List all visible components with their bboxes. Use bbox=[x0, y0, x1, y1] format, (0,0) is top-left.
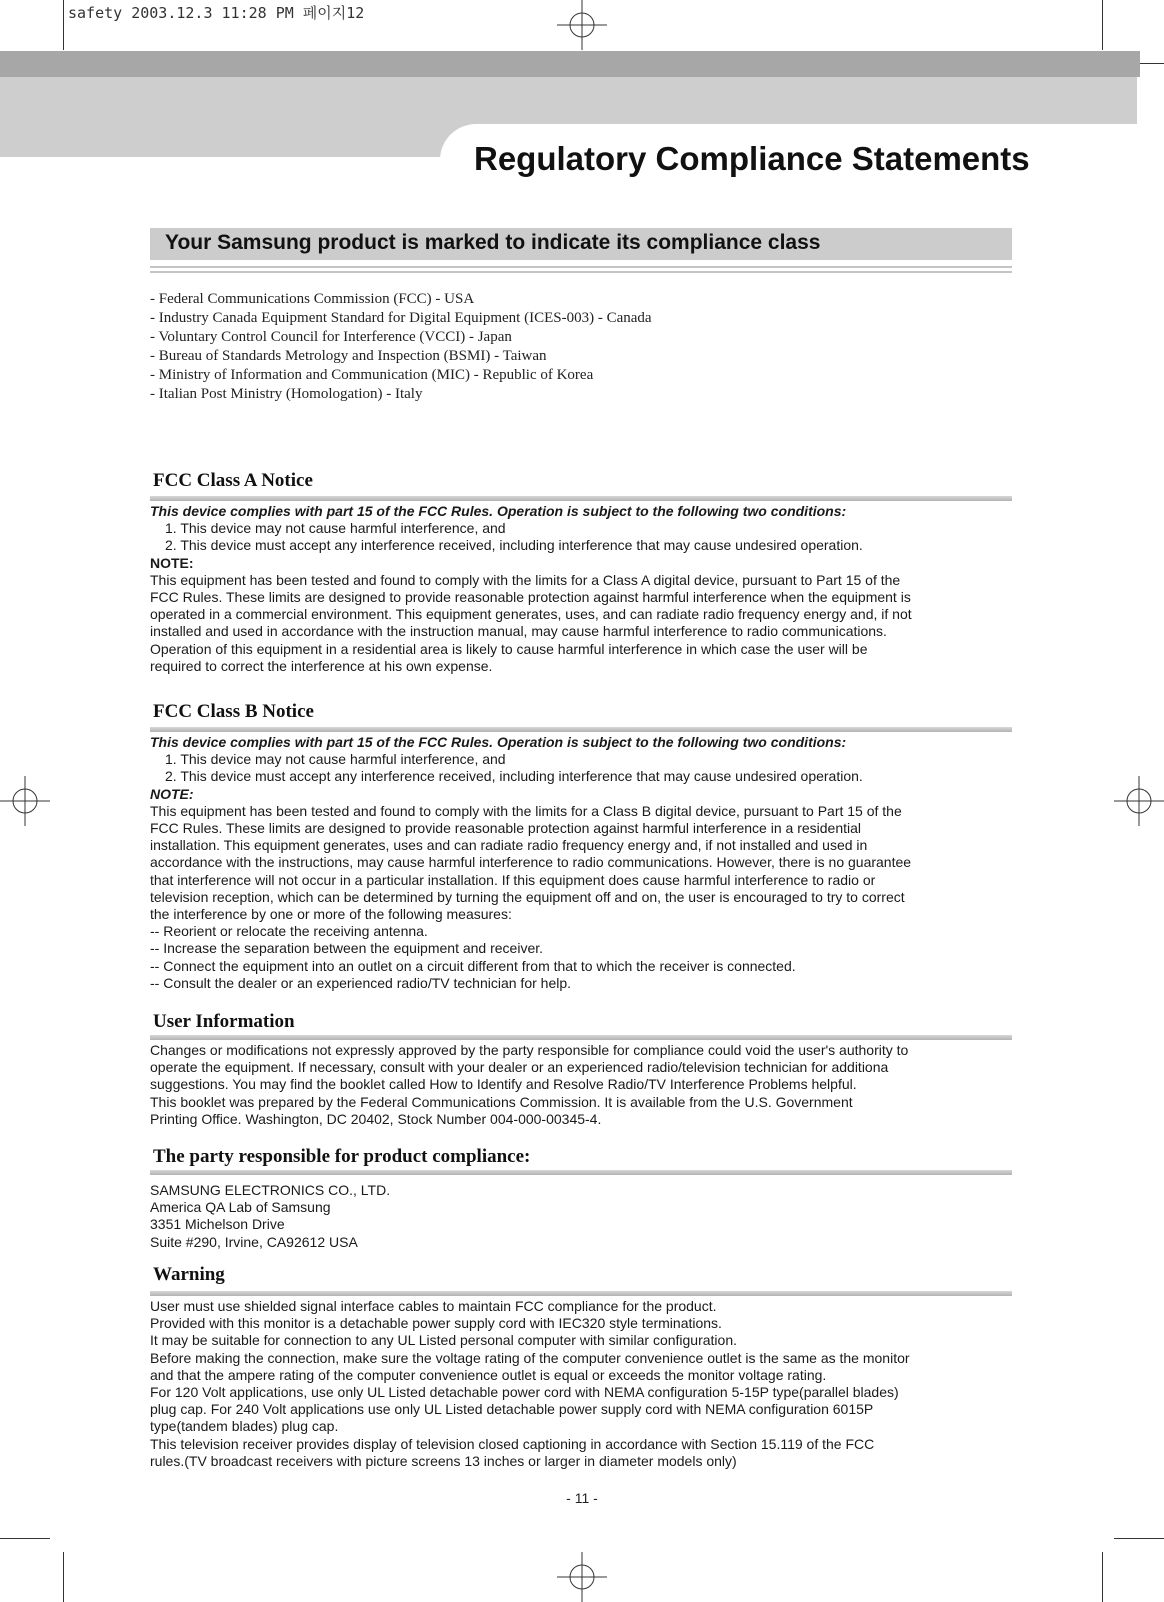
body-line: the interference by one or more of the following measures: bbox=[150, 906, 512, 923]
registration-mark-icon bbox=[557, 0, 607, 50]
body-line: Printing Office. Washington, DC 20402, Stock Number 004-000-00345-4. bbox=[150, 1110, 602, 1127]
warning-heading: Warning bbox=[153, 1264, 225, 1285]
address-line: Suite #290, Irvine, CA92612 USA bbox=[150, 1233, 358, 1250]
page-title: Regulatory Compliance Statements bbox=[474, 140, 1030, 177]
user-information-heading: User Information bbox=[153, 1011, 295, 1032]
crop-mark bbox=[0, 1538, 50, 1539]
list-item: - Bureau of Standards Metrology and Inspection (BSMI) - Taiwan bbox=[150, 348, 547, 364]
note-label: NOTE: bbox=[150, 785, 194, 802]
body-line: FCC Rules. These limits are designed to provide reasonable protection against harmful interference in a residential bbox=[150, 820, 862, 837]
body-line: Provided with this monitor is a detachable power supply cord with IEC320 style terminations. bbox=[150, 1315, 722, 1332]
body-line: that interference will not occur in a particular installation. If this equipment does cause harmful interference to radio or bbox=[150, 871, 876, 888]
agency-list bbox=[150, 290, 652, 404]
crop-mark bbox=[63, 1552, 64, 1602]
body-line: User must use shielded signal interface cables to maintain FCC compliance for the product. bbox=[150, 1298, 717, 1314]
condition: 1. This device may not cause harmful interference, and bbox=[165, 751, 506, 768]
body-line: accordance with the instructions, may cause harmful interference to radio communications. However, there is no guarantee bbox=[150, 854, 912, 871]
body-line: This equipment has been tested and found to comply with the limits for a Class B digital device, pursuant to Part 15 of the bbox=[150, 802, 902, 819]
compliance-heading: Your Samsung product is marked to indicate its compliance class bbox=[165, 231, 821, 254]
body-line: -- Reorient or relocate the receiving antenna. bbox=[150, 923, 428, 940]
crop-mark bbox=[1114, 1538, 1164, 1539]
divider bbox=[150, 727, 1012, 732]
body-line: television reception, which can be determined by turning the equipment off and on, the user is encouraged to try to correct bbox=[150, 888, 905, 905]
list-item: - Ministry of Information and Communication (MIC) - Republic of Korea bbox=[150, 367, 594, 383]
body-line: This equipment has been tested and found to comply with the limits for a Class A digital device, pursuant to Part 15 of the bbox=[150, 571, 901, 588]
divider bbox=[150, 1035, 1012, 1040]
address-line: SAMSUNG ELECTRONICS CO., LTD. bbox=[150, 1182, 391, 1198]
user-information-text bbox=[150, 1042, 1020, 1128]
divider bbox=[150, 496, 1012, 501]
body-line: operated in a commercial environment. This equipment generates, uses, and can radiate radio frequency energy and, if not bbox=[150, 606, 912, 623]
list-item: - Federal Communications Commission (FCC) - USA bbox=[150, 291, 475, 307]
fcc-class-a-heading: FCC Class A Notice bbox=[153, 470, 313, 491]
body-line: FCC Rules. These limits are designed to provide reasonable protection against harmful interference when the equipment is bbox=[150, 589, 911, 606]
list-item: - Italian Post Ministry (Homologation) - Italy bbox=[150, 386, 423, 402]
body-line: -- Increase the separation between the equipment and receiver. bbox=[150, 940, 544, 957]
body-line: It may be suitable for connection to any UL Listed personal computer with similar configuration. bbox=[150, 1332, 738, 1349]
body-line: Changes or modifications not expressly approved by the party responsible for compliance could void the user's authority to bbox=[150, 1042, 909, 1058]
registration-mark-icon bbox=[557, 1552, 607, 1602]
condition: 1. This device may not cause harmful interference, and bbox=[165, 520, 506, 537]
body-line: plug cap. For 240 Volt applications use only UL Listed detachable power supply cord with NEMA configuration 6015P bbox=[150, 1401, 874, 1418]
body-line: -- Consult the dealer or an experienced radio/TV technician for help. bbox=[150, 974, 572, 991]
body-line: type(tandem blades) plug cap. bbox=[150, 1418, 339, 1435]
body-line: For 120 Volt applications, use only UL Listed detachable power cord with NEMA configuration 5-15P type(parallel blades) bbox=[150, 1384, 899, 1401]
list-item: - Voluntary Control Council for Interference (VCCI) - Japan bbox=[150, 329, 512, 345]
body-line: This television receiver provides display of television closed captioning in accordance with Section 15.119 of the FCC bbox=[150, 1435, 875, 1452]
print-slug: safety 2003.12.3 11:28 PM 페이지12 bbox=[68, 4, 365, 22]
fcc-class-b-heading: FCC Class B Notice bbox=[153, 701, 314, 722]
fcc-class-b-text bbox=[150, 734, 1020, 992]
body-line: rules.(TV broadcast receivers with picture screens 13 inches or larger in diameter models only) bbox=[150, 1452, 737, 1469]
body-line: required to correct the interference at his own expense. bbox=[150, 657, 493, 674]
body-line: This booklet was prepared by the Federal Communications Commission. It is available from the U.S. Government bbox=[150, 1093, 853, 1110]
divider bbox=[150, 1170, 1012, 1175]
body-line: installed and used in accordance with the instruction manual, may cause harmful interference to radio communications. bbox=[150, 623, 887, 640]
responsible-party-address bbox=[150, 1182, 1020, 1251]
body-line: operate the equipment. If necessary, consult with your dealer or an experienced radio/television technician for additiona bbox=[150, 1059, 889, 1076]
intro-text: This device complies with part 15 of the FCC Rules. Operation is subject to the following two conditions: bbox=[150, 734, 847, 750]
crop-mark bbox=[63, 0, 64, 50]
warning-text bbox=[150, 1298, 1020, 1470]
registration-mark-icon bbox=[0, 776, 50, 826]
divider bbox=[150, 1291, 1012, 1296]
condition: 2. This device must accept any interference received, including interference that may cause undesired operation. bbox=[165, 768, 863, 785]
registration-mark-icon bbox=[1114, 776, 1164, 826]
body-line: Before making the connection, make sure the voltage rating of the computer convenience outlet is the same as the monitor bbox=[150, 1349, 910, 1366]
divider bbox=[150, 266, 1012, 273]
crop-mark bbox=[1102, 1552, 1103, 1602]
list-item: - Industry Canada Equipment Standard for Digital Equipment (ICES-003) - Canada bbox=[150, 310, 652, 326]
responsible-party-heading: The party responsible for product compliance: bbox=[153, 1146, 531, 1167]
body-line: installation. This equipment generates, uses and can radiate radio frequency energy and, if not installed and used in bbox=[150, 837, 868, 854]
body-line: Operation of this equipment in a residential area is likely to cause harmful interference in which case the user will be bbox=[150, 640, 868, 657]
body-line: -- Connect the equipment into an outlet on a circuit different from that to which the receiver is connected. bbox=[150, 957, 796, 974]
crop-mark bbox=[1102, 0, 1103, 50]
header-band bbox=[0, 51, 1140, 77]
condition: 2. This device must accept any interference received, including interference that may cause undesired operation. bbox=[165, 537, 863, 554]
page-number: - 11 - bbox=[566, 1490, 598, 1506]
fcc-class-a-text bbox=[150, 503, 1020, 675]
compliance-section-bar bbox=[150, 228, 1012, 260]
body-line: and that the ampere rating of the computer convenience outlet is equal or exceeds the monitor voltage rating. bbox=[150, 1366, 827, 1383]
address-line: America QA Lab of Samsung bbox=[150, 1199, 331, 1216]
intro-text: This device complies with part 15 of the FCC Rules. Operation is subject to the following two conditions: bbox=[150, 503, 847, 519]
body-line: suggestions. You may find the booklet called How to Identify and Resolve Radio/TV Interference Problems helpful. bbox=[150, 1076, 857, 1093]
address-line: 3351 Michelson Drive bbox=[150, 1216, 285, 1233]
note-label: NOTE: bbox=[150, 554, 194, 571]
